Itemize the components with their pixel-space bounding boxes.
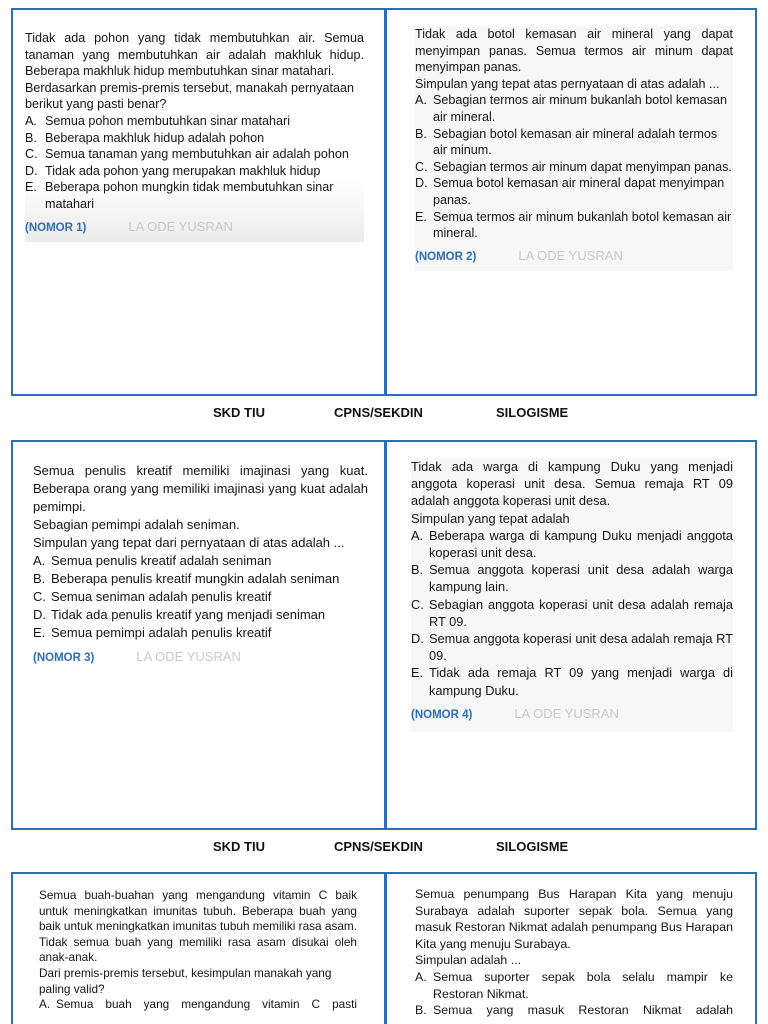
author-watermark: LA ODE YUSRAN [514,705,619,721]
answer-options [415,969,733,1019]
question-footer [25,219,364,237]
author-watermark: LA ODE YUSRAN [128,218,233,234]
option-b[interactable]: B. Semua yang masuk Restoran Nikmat adalah [415,1003,733,1018]
question-stem: Semua penumpang Bus Harapan Kita yang menuju Surabaya adalah suporter sepak bola. Semua yang masuk Restoran Nikmat adalah penumpang Bus Harapan Kita yang menuju Surabaya. [415,887,733,951]
answer-options [411,527,733,699]
header-label-cpns: CPNS/SEKDIN [334,405,423,420]
question-footer [411,705,733,724]
question-card-4 [411,458,733,732]
question-cell-2 [387,10,755,394]
question-stem: Semua buah-buahan yang mengandung vitamin C baik untuk meningkatkan imunitas tubuh. Beberapa buah yang baik untuk meningkatkan imunitas tubuh memiliki rasa asam. Tidak semua buah yang memiliki rasa asam disukai oleh anak-anak. [39,888,358,965]
question-cell-6 [387,874,755,1024]
question-stem: Tidak ada botol kemasan air mineral yang dapat menyimpan panas. Semua termos air minum dapat menyimpan panas. [415,27,733,75]
question-prompt: Simpulan adalah ... [415,953,522,968]
option-e[interactable]: E. Semua termos air minum bukanlah botol kemasan air mineral. [415,209,732,241]
option-d[interactable]: D. Tidak ada penulis kreatif yang menjadi seniman [33,607,326,622]
question-cell-3 [13,442,384,828]
answer-options [33,552,368,642]
option-e[interactable]: E. Beberapa pohon mungkin tidak membutuhkan sinar matahari [25,180,334,211]
question-card-1 [25,30,364,242]
option-e[interactable]: E. Semua pemimpi adalah penulis kreatif [33,625,272,640]
option-d[interactable]: D. Semua anggota koperasi unit desa adalah remaja RT 09. [411,631,733,664]
header-label-cpns: CPNS/SEKDIN [334,839,423,854]
option-a[interactable]: A. Semua buah yang mengandung vitamin C pasti [39,997,357,1012]
option-b[interactable]: B. Beberapa makhluk hidup adalah pohon [25,130,265,145]
question-cell-4 [387,442,755,828]
question-footer [33,648,368,667]
option-a[interactable]: A. Semua suporter sepak bola selalu mampir ke Restoran Nikmat. [415,969,733,1001]
header-label-skd: SKD TIU [213,405,265,420]
option-c[interactable]: C. Semua tanaman yang membutuhkan air adalah pohon [25,147,349,162]
question-panel-1 [11,8,757,396]
question-prompt: Dari premis-premis tersebut, kesimpulan manakah yang paling valid? [39,965,332,996]
header-label-topic: SILOGISME [496,839,569,854]
question-number: (NOMOR 1) [25,221,87,234]
question-stem: Tidak ada warga di kampung Duku yang menjadi anggota koperasi unit desa. Semua remaja RT 09 adalah anggota koperasi unit desa. [411,459,733,509]
question-panel-2 [11,440,757,830]
option-c[interactable]: C. Semua seniman adalah penulis kreatif [33,589,272,604]
question-premise: Sebagian pemimpi adalah seniman. [33,517,240,532]
question-stem: Semua penulis kreatif memiliki imajinasi yang kuat. Beberapa orang yang memiliki imajinasi yang kuat adalah pemimpi. [33,463,368,514]
question-footer [415,248,733,266]
question-prompt: Simpulan yang tepat atas pernyataan di atas adalah ... [415,76,720,91]
section-header-band [0,403,768,423]
question-card-5 [39,888,357,1013]
question-prompt: Simpulan yang tepat adalah [411,510,570,526]
question-panel-3 [11,872,757,1024]
question-prompt: Simpulan yang tepat dari pernyataan di atas adalah ... [33,535,345,550]
header-label-skd: SKD TIU [213,839,265,854]
option-a[interactable]: A. Beberapa warga di kampung Duku menjadi anggota koperasi unit desa. [411,527,733,561]
question-cell-1 [13,10,384,394]
option-a[interactable]: A. Semua pohon membutuhkan sinar matahari [25,113,291,128]
question-card-2 [415,26,733,271]
question-cell-5 [13,874,384,1024]
question-stem: Tidak ada pohon yang tidak membutuhkan air. Semua tanaman yang membutuhkan air adalah makhluk hidup. Beberapa makhluk hidup membutuhkan sinar matahari. [25,31,364,79]
option-b[interactable]: B. Semua anggota koperasi unit desa adalah warga kampung lain. [411,562,733,595]
header-label-topic: SILOGISME [496,405,569,420]
question-number: (NOMOR 2) [415,250,477,263]
section-header-band [0,837,768,857]
answer-options [415,92,733,241]
question-card-3 [33,462,368,667]
answer-options [39,997,357,1013]
question-number: (NOMOR 3) [33,652,95,664]
option-b[interactable]: B. Sebagian botol kemasan air mineral adalah termos air minum. [415,126,718,158]
author-watermark: LA ODE YUSRAN [518,247,623,263]
option-c[interactable]: C. Sebagian anggota koperasi unit desa adalah remaja RT 09. [411,596,733,629]
option-e[interactable]: E. Tidak ada remaja RT 09 yang menjadi warga di kampung Duku. [411,665,733,698]
option-a[interactable]: A. Sebagian termos air minum bukanlah botol kemasan air mineral. [415,93,728,124]
option-a[interactable]: A. Semua penulis kreatif adalah seniman [33,553,272,568]
question-number: (NOMOR 4) [411,708,473,721]
author-watermark: LA ODE YUSRAN [136,649,241,664]
question-card-6 [415,886,733,1019]
answer-options [25,113,364,213]
option-c[interactable]: C. Sebagian termos air minum dapat menyimpan panas. [415,159,732,174]
option-d[interactable]: D. Tidak ada pohon yang merupakan makhluk hidup [25,163,321,178]
option-b[interactable]: B. Beberapa penulis kreatif mungkin adalah seniman [33,571,340,586]
option-d[interactable]: D. Semua botol kemasan air mineral dapat menyimpan panas. [415,176,725,207]
question-prompt: Berdasarkan premis-premis tersebut, manakah pernyataan berikut yang pasti benar? [25,80,354,112]
